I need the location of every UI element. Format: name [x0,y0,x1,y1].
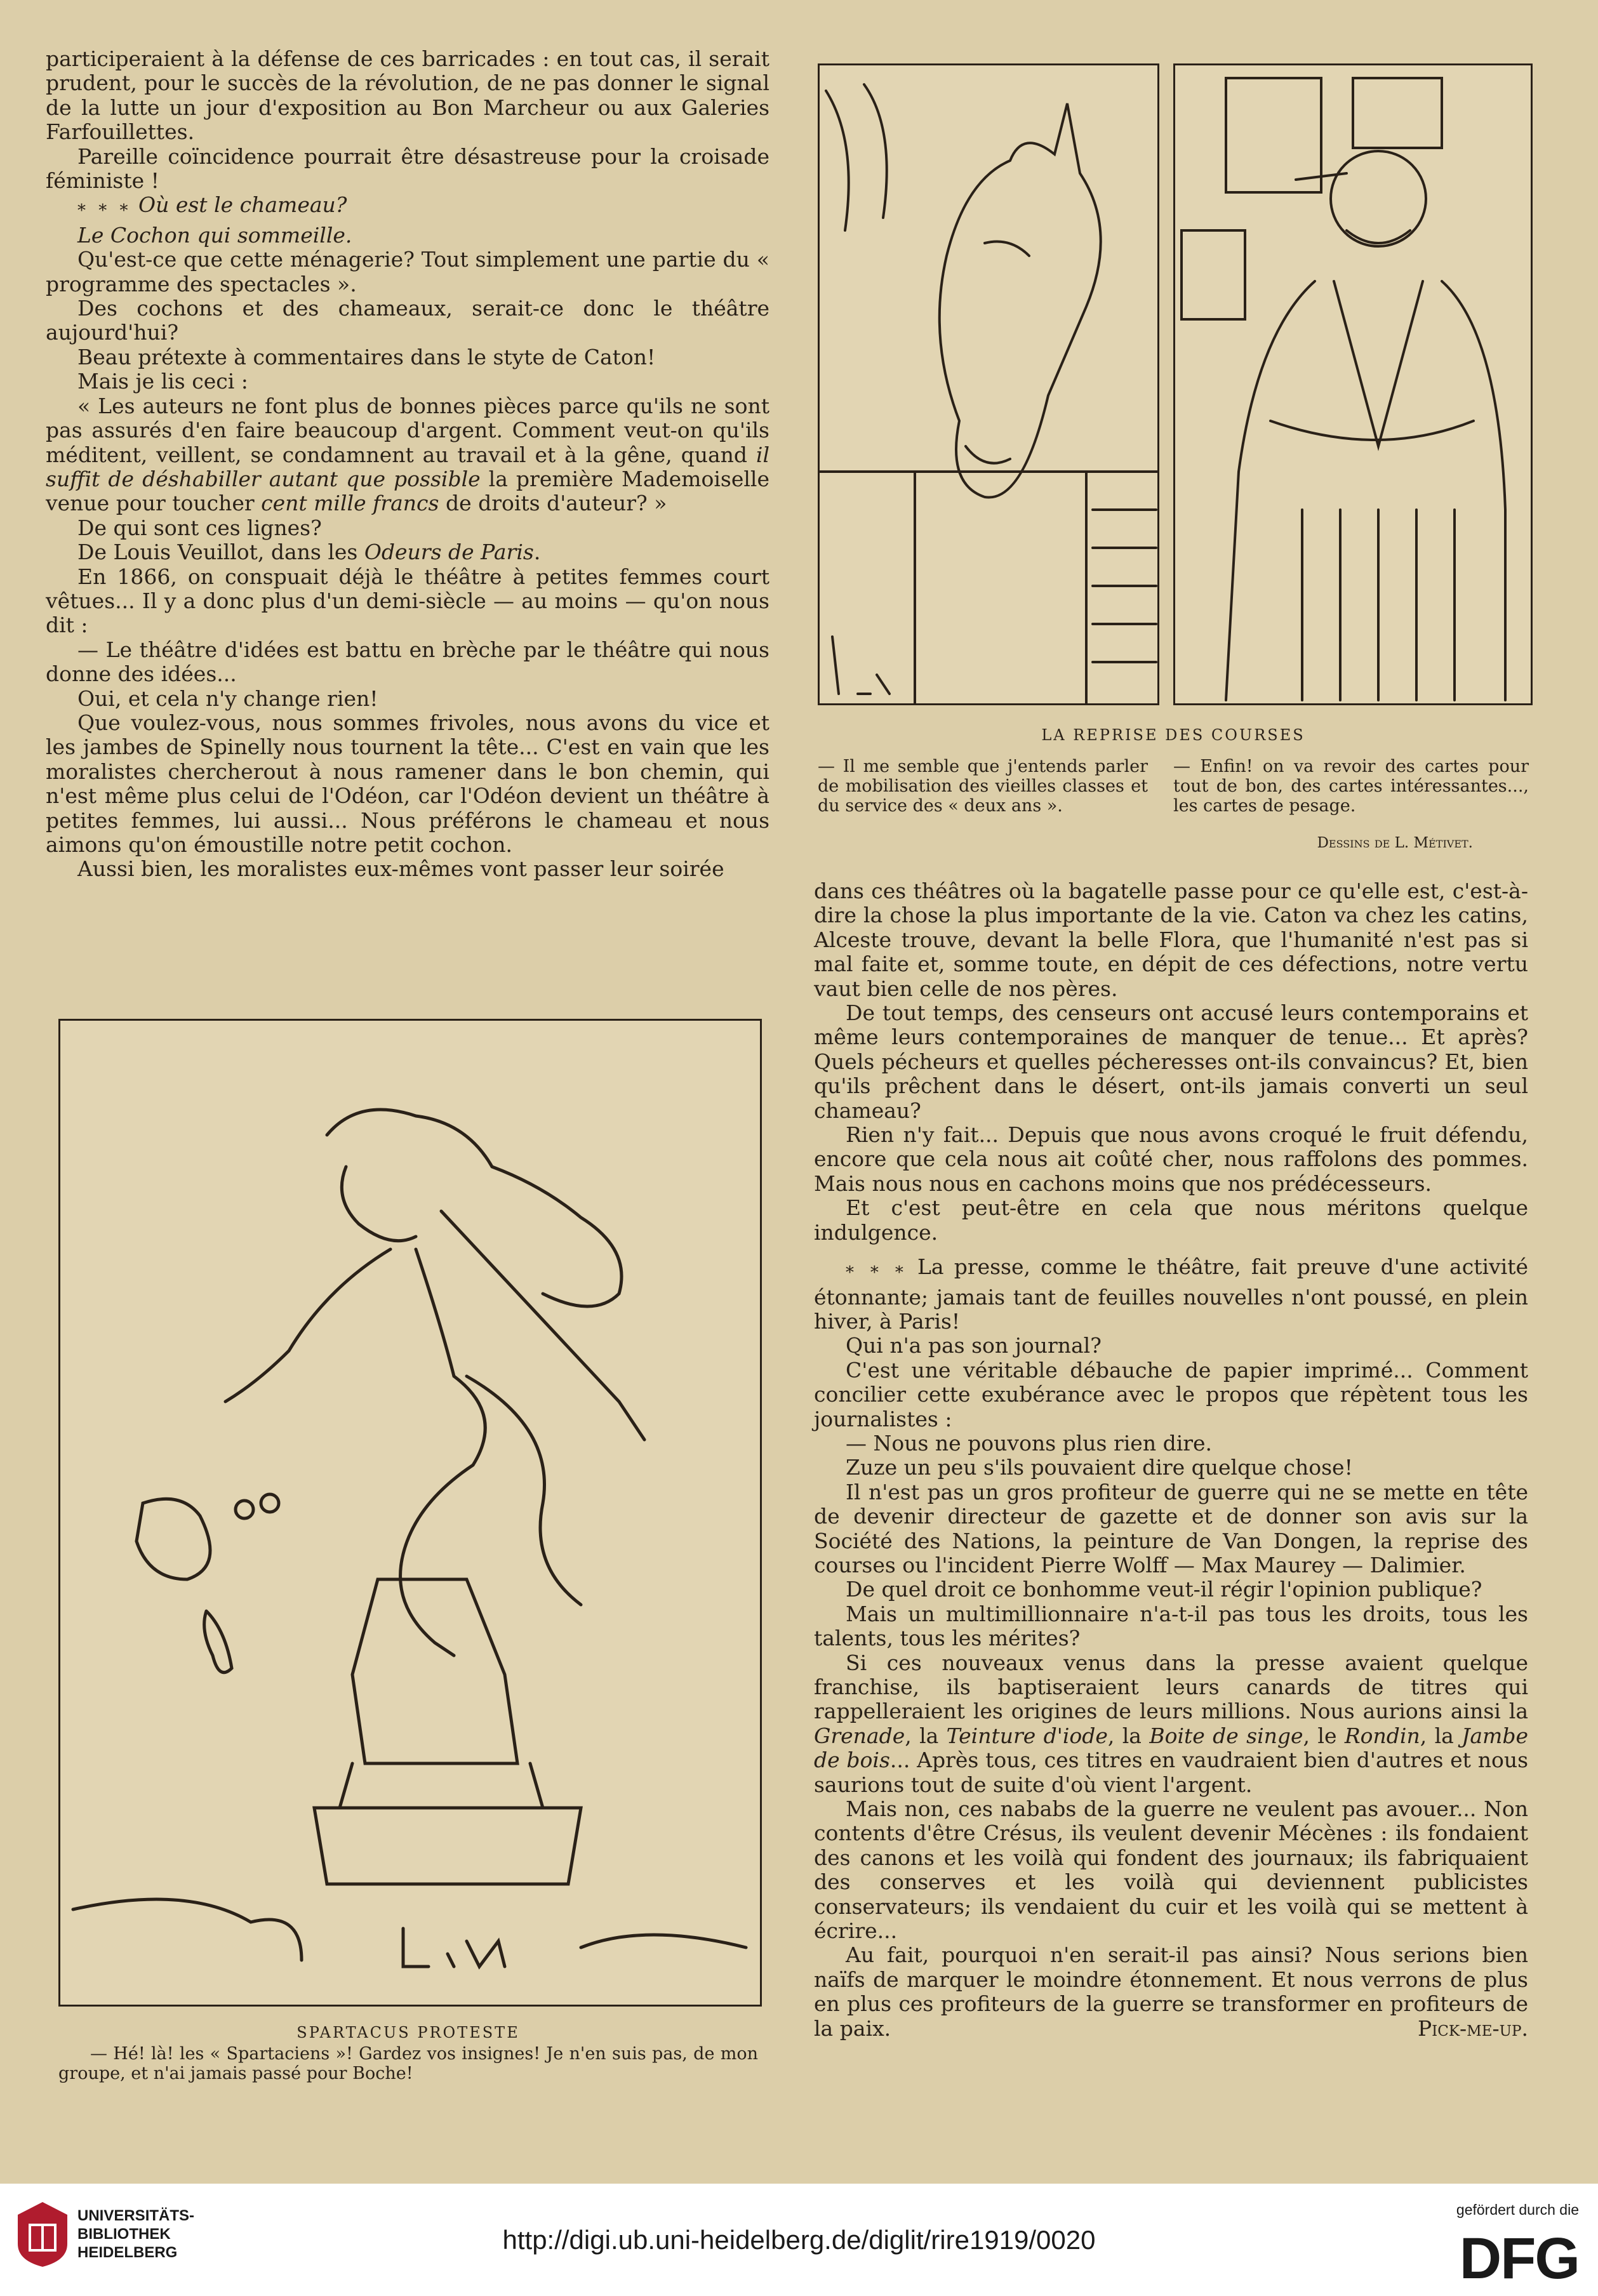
paragraph: Aussi bien, les moralistes eux-mêmes vont passer leur soirée [77,856,724,882]
paragraph: — Le théâtre d'idées est battu en brèche par le théâtre qui nous donne des idées... [46,637,769,687]
paragraph: Au fait, pourquoi n'en serait-il pas ainsi? Nous serions bien naïfs de marquer le moindre étonnement. Et nous verrons de plus en plus ces profiteurs de la guerre se transformer en profiteurs de la paix. [814,1942,1528,2041]
paragraph: Rien n'y fait... Depuis que nous avons croqué le fruit défendu, encore que cela nous ait coûté cher, nous raffolons des pommes. Mais nous nous en cachons moins que nos prédécesseurs. [814,1122,1528,1196]
horse-cartoon-panel [818,63,1159,705]
spartacus-drawing [60,1021,760,2005]
library-name: UNIVERSITÄTS- BIBLIOTHEK HEIDELBERG [77,2207,195,2261]
section-break-paragraph: * * * La presse, comme le théâtre, fait preuve d'une activité étonnante; jamais tant de feuilles nouvelles n'ont poussé, en plein hiver, à Paris! [814,1254,1528,1334]
paragraph: Zuze un peu s'ils pouvaient dire quelque chose! [846,1455,1353,1480]
permalink-url[interactable]: http://digi.ub.uni-heidelberg.de/diglit/rire1919/0020 [502,2225,1096,2255]
paragraph-italic: Le Cochon qui sommeille. [77,222,352,248]
paragraph: C'est une véritable débauche de papier imprimé... Comment concilier cette exubérance avec le propos que répètent tous les journalistes : [814,1357,1528,1431]
paragraph: Et c'est peut-être en cela que nous méritons quelque indulgence. [814,1195,1528,1245]
funding-note: gefördert durch die [1456,2201,1579,2218]
gentleman-drawing [1175,65,1531,703]
quotation-paragraph: « Les auteurs ne font plus de bonnes pièces parce qu'ils ne sont pas assurés d'en faire beaucoup d'argent. Comment veut-on qu'ils méditent, veillent, se condamnent au travail et à la gêne, quand il suffit de déshabiller autant que possible la première Mademoiselle venue pour toucher cent mille francs de droits d'auteur? » [46,393,769,516]
section-break-paragraph [46,193,769,223]
paragraph: Mais non, ces nababs de la guerre ne veulent pas avouer... Non contents d'être Crésus, ils veulent devenir Mécènes : ils fondaient des canons et les voilà qui fondent des journaux; ils fabriquaient des conserves et les voilà qui deviennent publicistes conservateurs; ils vendaient du cuir et les voilà qui se mettent à écrire... [814,1796,1528,1944]
paragraph: Qui n'a pas son journal? [846,1333,1102,1358]
paragraph: Oui, et cela n'y change rien! [77,686,378,711]
paragraph: Mais je lis ceci : [77,369,248,394]
right-text-column [814,879,1528,2041]
paragraph: Mais un multimillionnaire n'a-t-il pas tous les droits, tous les talents, tous les mérites? [814,1601,1528,1651]
spartacus-cartoon-panel [58,1019,762,2007]
asterism: * * * [77,201,132,221]
paragraph: Qu'est-ce que cette ménagerie? Tout simplement une partie du « programme des spectacles ». [46,247,769,296]
paragraph: Beau prétexte à commentaires dans le styte de Caton! [77,344,656,369]
paragraph: De qui sont ces lignes? [77,515,322,540]
paragraph: De quel droit ce bonhomme veut-il régir l'opinion publique? [846,1577,1482,1602]
paragraph: De tout temps, des censeurs ont accusé leurs contemporains et même leurs contemporaines de manquer de tenue... Et après? Quels pécheurs et quelles pécheresses ont-ils convaincus? Et, bien qu'ils prêchent dans le désert, ont-ils jamais converti un seul chameau? [814,1000,1528,1123]
bottom-cartoon-title: SPARTACUS PROTESTE [296,2024,520,2041]
top-cartoon-left-caption: — Il me semble que j'entends parler de mobilisation des vieilles classes et du service des « deux ans ». [818,757,1148,816]
paragraph: Il n'est pas un gros profiteur de guerre qui ne se mette en tête de devenir directeur de gazette et de donner son avis sur la Société des Nations, la peinture de Van Dongen, la reprise des courses ou l'incident Pierre Wolff — Max Maurey — Dalimier. [814,1479,1528,1577]
paragraph: Des cochons et des chameaux, serait-ce donc le théâtre aujourd'hui? [46,296,769,345]
paragraph: Pareille coïncidence pourrait être désastreuse pour la croisade féministe ! [46,143,769,194]
left-text-column [46,47,769,882]
top-cartoon-title: LA REPRISE DES COURSES [1041,726,1305,744]
bottom-cartoon-caption: — Hé! là! les « Spartaciens »! Gardez vos insignes! Je n'en suis pas, de mon groupe, et n'ai jamais passé pour Boche! [58,2044,758,2083]
author-signature: Pick-me-up. [1417,2016,1528,2041]
paragraph: En 1866, on conspuait déjà le théâtre à petites femmes court vêtues... Il y a donc plus d'un demi-siècle — au moins — qu'on nous dit : [46,564,769,638]
top-cartoon-right-caption: — Enfin! on va revoir des cartes pour tout de bon, des cartes intéressantes..., les cartes de pesage. [1173,757,1529,816]
paragraph: participeraient à la défense de ces barricades : en tout cas, il serait prudent, pour le succès de la révolution, de ne pas donner le signal de la lutte un jour d'exposition au Bon Marcheur ou aux Galeries Farfouillettes. [46,46,769,145]
paragraph [46,223,769,248]
paragraph-italic: Où est le chameau? [138,192,347,218]
horse-drawing [820,65,1157,703]
paragraph: De Louis Veuillot, dans les Odeurs de Paris. [77,540,541,565]
top-cartoon-credit: Dessins de L. Métivet. [1317,835,1473,851]
paragraph: Que voulez-vous, nous sommes frivoles, nous avons du vice et les jambes de Spinelly nous tournent la tête... C'est en vain que les moralistes chercherout à nous ramener dans le bon chemin, qui n'est même plus celui de l'Odéon, car l'Odéon devient un théâtre à petites femmes, lui aussi... Nous préférons le chameau et nous aimons qu'on émoustille notre petit cochon. [46,710,769,857]
gentleman-cartoon-panel [1173,63,1533,705]
asterism: * * * [846,1263,907,1283]
paragraph: dans ces théâtres où la bagatelle passe pour ce qu'elle est, c'est-à-dire la chose la plus importante de la vie. Caton va chez les catins, Alceste trouve, devant la belle Flora, que l'humanité n'est pas si mal faite et, somme toute, en dépit de ces défections, notre vertu vaut bien celle de nos pères. [814,879,1528,1001]
dfg-logo: DFG [1459,2226,1579,2291]
paragraph: — Nous ne pouvons plus rien dire. [846,1430,1213,1456]
paragraph: Si ces nouveaux venus dans la presse avaient quelque franchise, ils baptiseraient leurs canards de titres qui rappelleraient les origines de leurs millions. Nous aurions ainsi la Grenade, la Teinture d'iode, la Boite de singe, le Rondin, la Jambe de bois... Après tous, ces titres en vaudraient bien d'autres et nous saurions tout de suite d'où vient l'argent. [814,1650,1529,1797]
